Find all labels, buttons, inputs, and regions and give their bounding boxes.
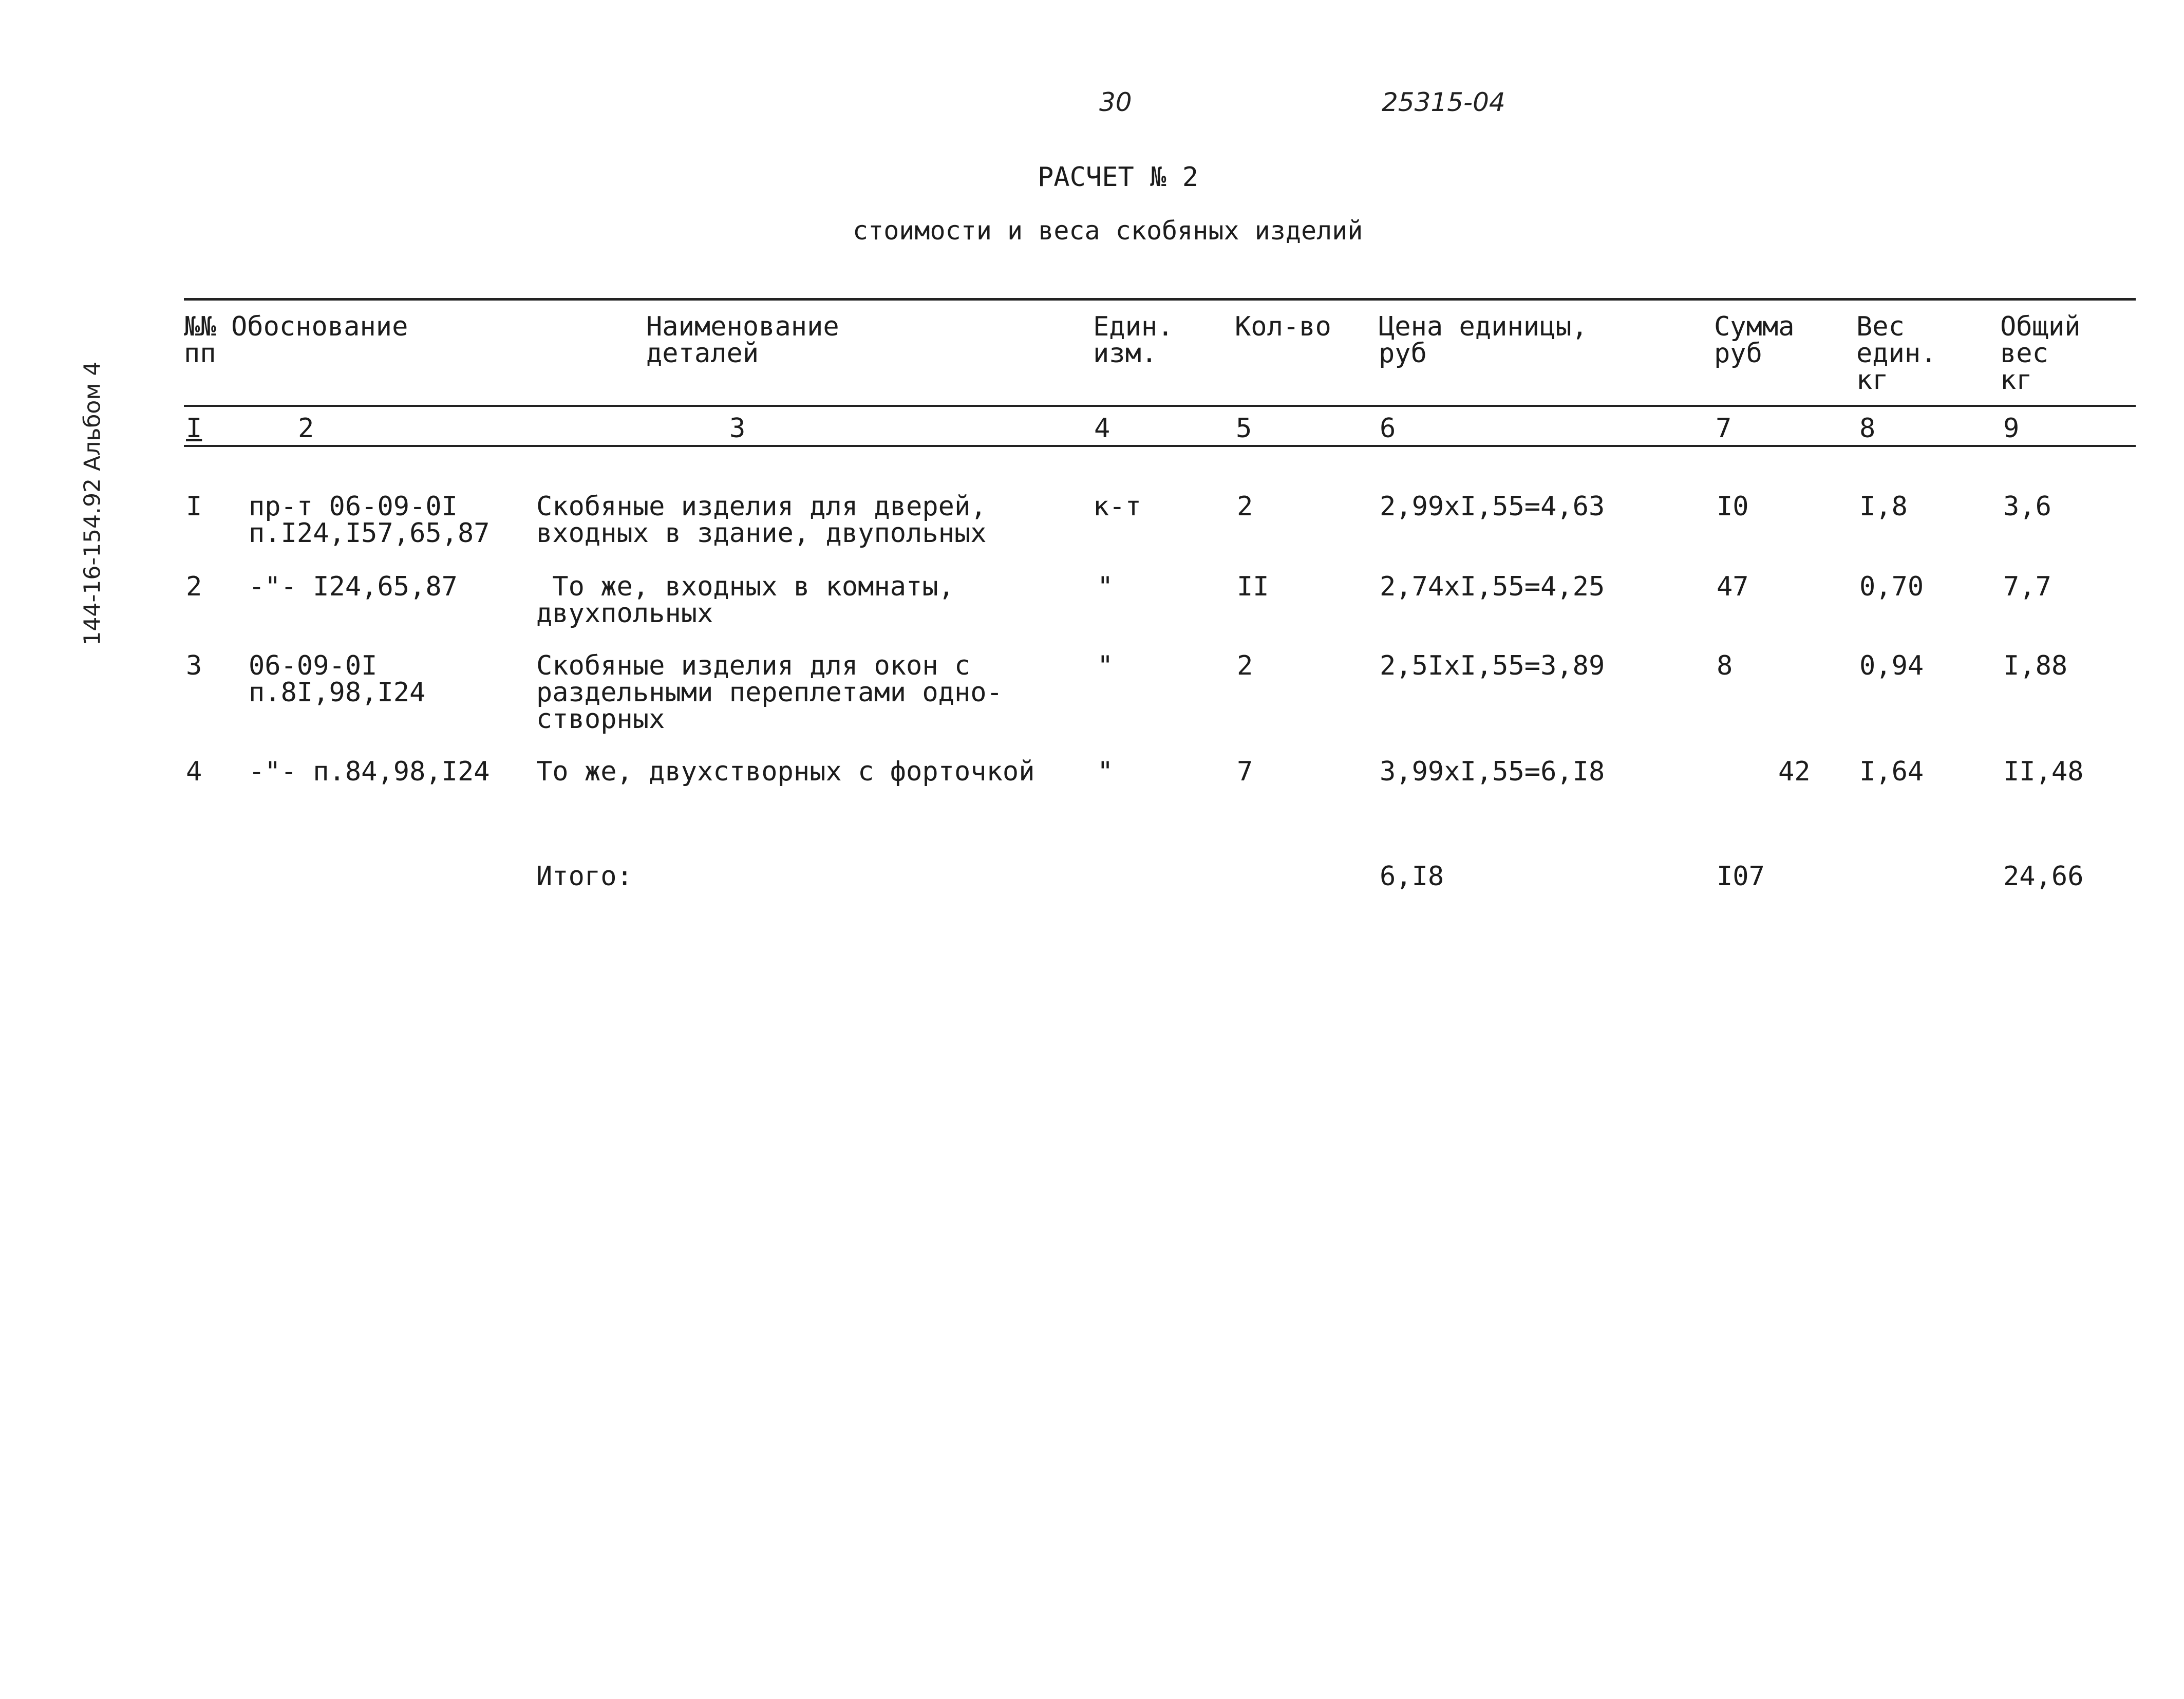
row-sum: 47 <box>1717 571 1749 602</box>
row-total-weight: 7,7 <box>2003 571 2051 602</box>
row-unit: " <box>1097 756 1114 787</box>
document-subtitle: стоимости и веса скобяных изделий <box>853 216 1363 246</box>
column-number: I <box>186 413 202 444</box>
row-quantity: 2 <box>1237 650 1253 681</box>
album-side-label: 144-16-154.92 Альбом 4 <box>79 361 106 646</box>
row-unit-weight: 0,70 <box>1859 571 1924 602</box>
header-quantity: Кол-во <box>1235 311 1331 342</box>
row-sum: 42 <box>1778 756 1811 787</box>
column-numbers-bottom-rule <box>184 445 2136 447</box>
header-number: №№ пп <box>184 311 216 369</box>
header-unit-weight: Вес един. кг <box>1856 311 1937 396</box>
row-part-name: Скобяные изделия для окон с раздельными переплетами одно- створных <box>536 650 1003 735</box>
row-basis: пр-т 06-09-0I п.I24,I57,65,87 <box>249 491 490 549</box>
header-bottom-rule <box>184 405 2136 407</box>
row-unit: " <box>1097 571 1114 602</box>
column-number: 4 <box>1094 413 1110 444</box>
row-unit: к-т <box>1093 491 1141 522</box>
row-total-weight: 3,6 <box>2003 491 2051 522</box>
row-basis: -"- п.84,98,I24 <box>249 756 490 787</box>
row-quantity: 7 <box>1237 756 1253 787</box>
header-sum: Сумма руб <box>1714 311 1795 369</box>
row-sum: I0 <box>1717 491 1749 522</box>
row-number: 3 <box>186 650 202 681</box>
row-sum: 8 <box>1717 650 1733 681</box>
row-unit-price: 2,5IxI,55=3,89 <box>1380 650 1605 681</box>
document-code: 25315-04 <box>1382 87 1505 117</box>
row-part-name: То же, двухстворных с форточкой <box>536 756 1035 787</box>
row-basis: 06-09-0I п.8I,98,I24 <box>249 650 426 708</box>
header-basis: Обоснование <box>231 311 408 342</box>
column-number: 7 <box>1716 413 1732 444</box>
row-number: I <box>186 491 202 522</box>
row-part-name: Скобяные изделия для дверей, входных в здание, двупольных <box>536 491 987 549</box>
row-number: 2 <box>186 571 202 602</box>
page-number: 30 <box>1099 87 1132 117</box>
row-quantity: II <box>1237 571 1269 602</box>
header-total-weight: Общий вес кг <box>2000 311 2081 396</box>
row-total-weight: I,88 <box>2003 650 2068 681</box>
row-unit-price: 3,99xI,55=6,I8 <box>1380 756 1605 787</box>
header-unit-price: Цена единицы, руб <box>1379 311 1588 369</box>
document-title: РАСЧЕТ № 2 <box>1038 162 1199 193</box>
row-unit-price: 2,74xI,55=4,25 <box>1380 571 1605 602</box>
column-number: 5 <box>1236 413 1252 444</box>
row-quantity: 2 <box>1237 491 1253 522</box>
header-unit: Един. изм. <box>1093 311 1174 369</box>
header-part-name: Наименование деталей <box>646 311 839 369</box>
total-sum: I07 <box>1717 861 1765 892</box>
row-total-weight: II,48 <box>2003 756 2084 787</box>
column-number: 8 <box>1859 413 1876 444</box>
table-top-rule <box>184 298 2136 301</box>
row-unit: " <box>1097 650 1114 681</box>
column-number: 9 <box>2003 413 2020 444</box>
row-unit-price: 2,99xI,55=4,63 <box>1380 491 1605 522</box>
total-weight: 24,66 <box>2003 861 2084 892</box>
row-unit-weight: 0,94 <box>1859 650 1924 681</box>
row-part-name: То же, входных в комнаты, двухпольных <box>536 571 954 629</box>
column-number: 6 <box>1380 413 1396 444</box>
column-number: 3 <box>729 413 746 444</box>
total-price: 6,I8 <box>1380 861 1444 892</box>
row-unit-weight: I,64 <box>1859 756 1924 787</box>
column-number: 2 <box>298 413 314 444</box>
row-number: 4 <box>186 756 202 787</box>
total-label: Итого: <box>536 861 633 892</box>
row-unit-weight: I,8 <box>1859 491 1908 522</box>
row-basis: -"- I24,65,87 <box>249 571 458 602</box>
